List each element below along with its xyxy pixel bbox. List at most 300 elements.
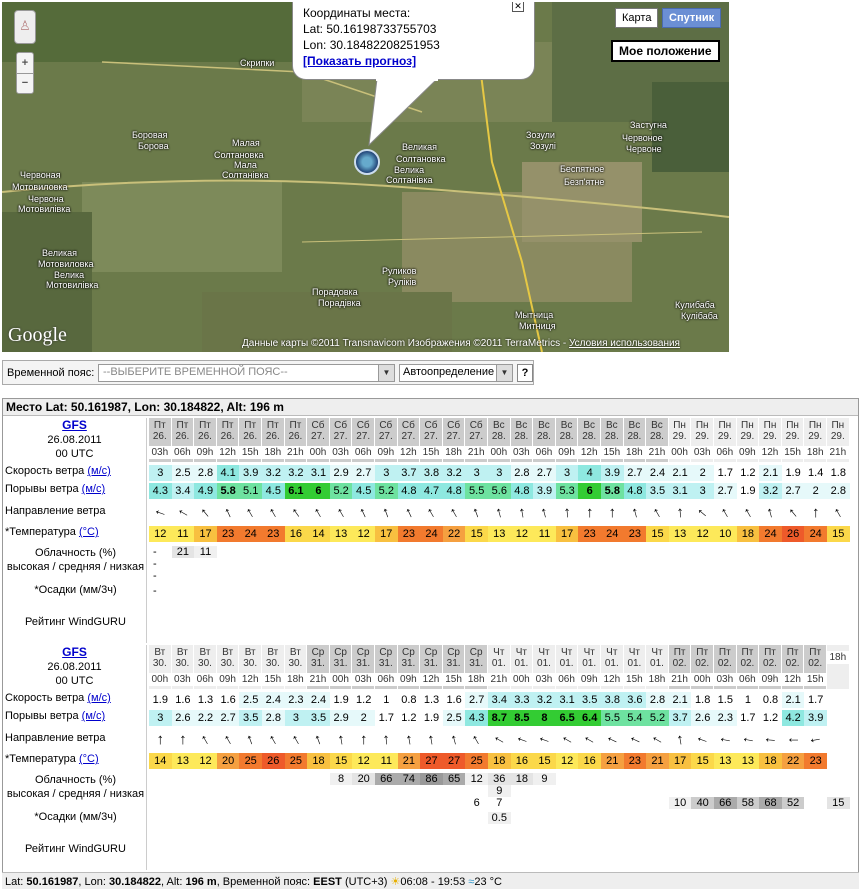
- wind-arrow-icon: ↑: [220, 503, 235, 522]
- wind-speed-cell: 1.3: [194, 692, 217, 708]
- wind-speed-cell: 3.3: [511, 692, 534, 708]
- day-name: Чт: [651, 647, 663, 658]
- day-num: 29.: [830, 431, 845, 442]
- time-header: [465, 645, 487, 689]
- wind-arrow-icon: ↑: [333, 503, 349, 522]
- wind-gust-cell: 5.2: [330, 483, 353, 499]
- wind-gust-cell: 1.7: [375, 710, 398, 726]
- zoom-in-button[interactable]: +: [21, 57, 29, 69]
- map-place-label: Порадовка: [312, 287, 358, 297]
- cloud-cover-cell: 40: [691, 797, 714, 809]
- wind-arrow-icon: ↑: [649, 503, 665, 522]
- wind-arrow-icon: ↑: [493, 503, 505, 522]
- wind-arrow-icon: ↑: [335, 730, 347, 749]
- day-name: Пт: [673, 647, 686, 658]
- hour: 03h: [511, 446, 533, 459]
- forecast-table: [2, 398, 859, 888]
- wind-gust-cell: 1.7: [737, 710, 760, 726]
- wind-speed-cell: 2.7: [465, 692, 488, 708]
- column-divider: [146, 418, 147, 643]
- map-place-label: Великая: [402, 142, 438, 152]
- unit-link[interactable]: (°C): [78, 753, 99, 765]
- map-place-label: Малая: [232, 138, 260, 148]
- wind-arrow-icon: ↑: [179, 731, 187, 748]
- wind-gust-cell: 3: [149, 710, 172, 726]
- temperature-cell: 13: [714, 753, 737, 769]
- wind-gust-cell: 3.7: [669, 710, 692, 726]
- day-num: 31.: [401, 658, 416, 669]
- temperature-cell: 12: [511, 526, 534, 542]
- zoom-out-button[interactable]: −: [17, 73, 33, 93]
- wind-gust-cell: 2.7: [714, 483, 737, 499]
- cloud-cover-cell: 15: [827, 797, 850, 809]
- time-header: [759, 645, 781, 689]
- wind-arrow-icon: ↑: [674, 730, 686, 749]
- model-date: 26.08.2011: [47, 661, 102, 673]
- precip-cell: 0.5: [488, 812, 511, 824]
- time-header: [420, 645, 442, 689]
- day-name: Вс: [651, 420, 663, 431]
- hour: 15h: [624, 673, 646, 686]
- wind-arrow-icon: ↑: [534, 733, 554, 747]
- map-place-label: Великая: [42, 248, 78, 258]
- day-num: 26.: [220, 431, 235, 442]
- wind-speed-cell: 1.7: [714, 465, 737, 481]
- cloud-cover-cell: -: [153, 570, 157, 582]
- day-num: 27.: [311, 431, 325, 442]
- wind-speed-cell: 2.7: [624, 465, 647, 481]
- day-name: Ср: [311, 647, 325, 658]
- temperature-cell: 11: [533, 526, 556, 542]
- unit-link[interactable]: (м/с): [87, 692, 111, 704]
- wind-arrow-icon: ↑: [608, 504, 617, 521]
- hour: 03h: [691, 446, 713, 459]
- hour: 03h: [172, 673, 194, 686]
- map-place-label: Червоное: [622, 133, 663, 143]
- close-icon[interactable]: ✕: [512, 2, 524, 12]
- day-name: Пн: [831, 420, 845, 431]
- wind-speed-cell: 3.8: [420, 465, 443, 481]
- wind-speed-cell: 2.8: [646, 692, 669, 708]
- day-num: 26.: [152, 431, 167, 442]
- wind-gust-cell: 4.7: [420, 483, 443, 499]
- temperature-cell: 21: [646, 753, 669, 769]
- day-num: 29.: [808, 431, 823, 442]
- unit-link[interactable]: (°C): [78, 526, 99, 538]
- day-name: Чт: [560, 647, 573, 658]
- wind-gust-cell: 2.5: [443, 710, 466, 726]
- cloud-cover-cell: 74: [398, 773, 421, 785]
- row-label-speed: Скорость ветра (м/с): [5, 692, 111, 704]
- time-header: [533, 418, 555, 462]
- temperature-cell: 11: [172, 526, 195, 542]
- day-num: 30.: [288, 658, 303, 669]
- day-name: Чт: [515, 647, 528, 658]
- day-num: 01.: [559, 658, 574, 669]
- day-num: 30.: [243, 658, 258, 669]
- wind-gust-cell: 5.2: [375, 483, 398, 499]
- time-header: [262, 645, 284, 689]
- day-name: Вт: [244, 647, 256, 658]
- day-name: Ср: [469, 647, 483, 658]
- day-name: Сб: [334, 420, 348, 431]
- wind-gust-cell: 4.8: [443, 483, 466, 499]
- temperature-cell: 24: [759, 526, 782, 542]
- wind-gust-cell: 2.7: [782, 483, 805, 499]
- timezone-select[interactable]: --ВЫБЕРИТЕ ВРЕМЕННОЙ ПОЯС-- ▼: [98, 364, 395, 382]
- wind-speed-cell: 1.2: [737, 465, 760, 481]
- wind-arrow-icon: ↑: [401, 503, 416, 522]
- popup-lat: Lat: 50.16198733755703: [303, 22, 437, 36]
- day-name: Вс: [583, 420, 596, 431]
- wind-speed-cell: 2: [691, 465, 714, 481]
- time-header: [511, 418, 533, 462]
- day-num: 30.: [152, 658, 167, 669]
- day-name: Пт: [764, 647, 776, 658]
- wind-speed-cell: 2.1: [759, 465, 782, 481]
- auto-detect-select[interactable]: Автоопределение ▼: [399, 364, 513, 382]
- wind-arrow-icon: ↑: [811, 504, 820, 521]
- cloud-cover-cell: 86: [420, 773, 443, 785]
- hour: 12h: [759, 446, 781, 459]
- hour: 03h: [330, 446, 352, 459]
- unit-link[interactable]: (м/с): [81, 710, 106, 722]
- wind-arrow-icon: ↑: [784, 736, 802, 744]
- time-header: [601, 418, 623, 462]
- temperature-cell: 16: [511, 753, 534, 769]
- wind-arrow-icon: ↑: [156, 731, 165, 748]
- day-num: 28.: [604, 431, 619, 442]
- hour: 03h: [714, 673, 736, 686]
- wind-arrow-icon: ↑: [538, 503, 551, 522]
- wind-speed-cell: 2.1: [669, 465, 692, 481]
- wind-speed-cell: 2.5: [239, 692, 262, 708]
- wind-gust-cell: 5.2: [646, 710, 669, 726]
- wind-speed-cell: 1.7: [804, 692, 827, 708]
- hour: 21h: [827, 446, 849, 459]
- time-header: [330, 645, 352, 689]
- temperature-cell: 23: [398, 526, 421, 542]
- cloud-cover-cell: 58: [737, 797, 760, 809]
- time-header: [533, 645, 555, 689]
- day-num: 27.: [333, 431, 348, 442]
- time-header: [375, 418, 397, 462]
- map-place-label: Мала: [234, 160, 257, 170]
- day-num: 29.: [695, 431, 710, 442]
- wind-speed-cell: 1.9: [782, 465, 805, 481]
- day-num: 31.: [424, 658, 438, 669]
- temperature-cell: 13: [330, 526, 353, 542]
- temperature-cell: 17: [556, 526, 579, 542]
- temperature-cell: 26: [262, 753, 285, 769]
- wind-gust-cell: 3.5: [239, 710, 262, 726]
- map-place-label: Порадівка: [318, 298, 361, 308]
- day-name: Вт: [176, 647, 188, 658]
- model-date: 26.08.2011: [47, 434, 102, 446]
- temperature-cell: 15: [691, 753, 714, 769]
- temperature-cell: 24: [239, 526, 262, 542]
- day-num: 27.: [424, 431, 438, 442]
- day-num: 30.: [198, 658, 212, 669]
- wind-gust-cell: 5.4: [624, 710, 647, 726]
- wind-speed-cell: 1: [737, 692, 760, 708]
- wind-arrow-icon: ↑: [628, 503, 641, 522]
- row-label-rating: Рейтинг WindGURU: [25, 843, 126, 855]
- place-header: Место Lat: 50.161987, Lon: 30.184822, Alt: 196 m: [3, 399, 858, 416]
- hour: 06h: [375, 673, 397, 686]
- map-place-label: Зозулі: [530, 141, 556, 151]
- day-num: 02.: [785, 658, 800, 669]
- popup-pointer: [367, 79, 447, 149]
- hour: 15h: [601, 446, 623, 459]
- day-num: 02.: [717, 658, 732, 669]
- hour: 00h: [691, 673, 713, 686]
- temperature-cell: 20: [217, 753, 240, 769]
- water-icon: ≈: [468, 876, 475, 888]
- hour: 06h: [194, 673, 216, 686]
- hour: 09h: [375, 446, 397, 459]
- wind-gust-cell: 3.9: [804, 710, 827, 726]
- temperature-cell: 13: [488, 526, 511, 542]
- wind-gust-cell: 4.8: [624, 483, 647, 499]
- wind-arrow-icon: ↑: [379, 503, 393, 522]
- day-name: Чт: [606, 647, 618, 658]
- map-place-label: Мотовилівка: [46, 280, 99, 290]
- map-place-label: Застугна: [630, 120, 667, 130]
- map-place-label: Борова: [138, 141, 169, 151]
- day-name: Сб: [447, 420, 461, 431]
- wind-gust-cell: 8.7: [488, 710, 511, 726]
- wind-speed-cell: 3.9: [239, 465, 262, 481]
- map-view[interactable]: [2, 2, 729, 352]
- temperature-cell: 23: [624, 526, 647, 542]
- wind-gust-cell: 3.1: [669, 483, 692, 499]
- chevron-down-icon: ▼: [378, 365, 394, 381]
- day-name: Чт: [583, 647, 595, 658]
- temperature-cell: 15: [646, 526, 669, 542]
- cloud-cover-cell: 52: [782, 797, 805, 809]
- map-type-button[interactable]: Карта: [615, 8, 658, 28]
- time-header: [601, 645, 623, 689]
- help-button[interactable]: ?: [517, 364, 533, 382]
- terms-link[interactable]: Условия использования: [568, 338, 680, 349]
- satellite-type-button[interactable]: Спутник: [662, 8, 721, 28]
- wind-arrow-icon: ↑: [403, 730, 414, 749]
- temperature-cell: 21: [601, 753, 624, 769]
- day-name: Чт: [493, 647, 505, 658]
- wind-speed-cell: 3.2: [533, 692, 556, 708]
- wind-gust-cell: 6.4: [578, 710, 601, 726]
- map-place-label: Скрипки: [240, 58, 275, 68]
- temperature-cell: 25: [465, 753, 488, 769]
- day-name: Пн: [808, 420, 822, 431]
- cloud-cover-cell: 11: [194, 546, 217, 558]
- day-name: Пн: [695, 420, 709, 431]
- wind-gust-cell: 3: [691, 483, 714, 499]
- time-header: [465, 418, 487, 462]
- pegman-icon[interactable]: ♙: [14, 10, 36, 44]
- map-place-label: Кулибаба: [675, 300, 715, 310]
- wind-speed-cell: 1.9: [330, 692, 353, 708]
- day-name: Сб: [469, 420, 483, 431]
- temperature-cell: 15: [533, 753, 556, 769]
- hour: 21h: [669, 673, 691, 686]
- day-name: Вт: [154, 647, 166, 658]
- hour: 18h: [443, 446, 465, 459]
- hour: 12h: [420, 673, 442, 686]
- wind-gust-cell: 3.2: [759, 483, 782, 499]
- map-marker-icon[interactable]: [354, 149, 380, 175]
- hour: 18h: [262, 446, 284, 459]
- wind-speed-cell: 3.6: [624, 692, 647, 708]
- wind-speed-cell: 0.8: [398, 692, 421, 708]
- hour: 18h: [827, 651, 849, 664]
- wind-arrow-icon: ↑: [761, 735, 779, 745]
- day-name: Вс: [515, 420, 528, 431]
- hour: 21h: [285, 446, 307, 459]
- model-link[interactable]: GFS: [62, 645, 87, 659]
- map-place-label: Червоная: [20, 170, 61, 180]
- wind-gust-cell: 2: [804, 483, 827, 499]
- hour: 12h: [239, 673, 261, 686]
- wind-gust-cell: 3: [285, 710, 308, 726]
- time-header: [737, 418, 759, 462]
- time-header: [669, 418, 691, 462]
- day-name: Вт: [289, 647, 301, 658]
- time-header: [307, 418, 329, 462]
- model-info: [3, 418, 146, 462]
- day-num: 26.: [288, 431, 303, 442]
- timezone-label: Временной пояс:: [7, 367, 95, 379]
- wind-arrow-icon: ↑: [311, 730, 325, 749]
- temperature-cell: 21: [398, 753, 421, 769]
- time-header: [782, 645, 804, 689]
- time-header: [578, 418, 600, 462]
- unit-link[interactable]: (м/с): [81, 483, 106, 495]
- wind-speed-cell: 2.8: [511, 465, 534, 481]
- wind-gust-cell: 8: [533, 710, 556, 726]
- hour: 03h: [352, 673, 374, 686]
- time-header: [511, 645, 533, 689]
- time-header: [172, 418, 194, 462]
- wind-gust-cell: 4.8: [511, 483, 534, 499]
- day-num: 26.: [198, 431, 212, 442]
- day-name: Сб: [424, 420, 438, 431]
- unit-link[interactable]: (м/с): [87, 465, 111, 477]
- time-header: [217, 418, 239, 462]
- hour: 00h: [511, 673, 533, 686]
- day-num: 01.: [537, 658, 551, 669]
- hour: 21h: [307, 673, 329, 686]
- wind-arrow-icon: ↑: [830, 503, 846, 522]
- hour: 18h: [804, 446, 826, 459]
- wind-arrow-icon: ↑: [197, 730, 213, 749]
- day-num: 27.: [401, 431, 416, 442]
- temperature-cell: 22: [443, 526, 466, 542]
- cloud-cover-cell: 12: [465, 773, 488, 785]
- wind-speed-cell: 1.6: [443, 692, 466, 708]
- wind-speed-cell: 1.8: [827, 465, 850, 481]
- temperature-cell: 18: [488, 753, 511, 769]
- wind-arrow-icon: ↑: [675, 503, 685, 522]
- row-label-dir: Направление ветра: [5, 732, 106, 744]
- hour: 06h: [556, 673, 578, 686]
- column-divider: [146, 645, 147, 870]
- show-forecast-link[interactable]: [Показать прогноз]: [303, 54, 417, 68]
- temperature-cell: 24: [420, 526, 443, 542]
- wind-arrow-icon: ↑: [647, 732, 667, 748]
- map-place-label: Мотовиловка: [12, 182, 68, 192]
- temperature-cell: 17: [375, 526, 398, 542]
- day-num: 26.: [243, 431, 258, 442]
- wind-speed-cell: 3: [149, 465, 172, 481]
- wind-speed-cell: 2.7: [533, 465, 556, 481]
- day-name: Вс: [560, 420, 573, 431]
- temperature-cell: 24: [601, 526, 624, 542]
- day-name: Сб: [311, 420, 325, 431]
- model-link[interactable]: GFS: [62, 418, 87, 432]
- map-place-label: Беспятное: [560, 164, 605, 174]
- hour: 18h: [465, 673, 487, 686]
- row-label-precip: *Осадки (мм/3ч): [34, 811, 117, 823]
- day-name: Пт: [199, 420, 211, 431]
- wind-gust-cell: 2.8: [262, 710, 285, 726]
- day-name: Пт: [221, 420, 234, 431]
- time-header: [714, 645, 736, 689]
- wind-speed-cell: 3: [375, 465, 398, 481]
- wind-arrow-icon: ↑: [692, 733, 712, 747]
- time-header: [804, 418, 826, 462]
- wind-speed-cell: 2.4: [262, 692, 285, 708]
- wind-gust-cell: 2: [352, 710, 375, 726]
- wind-arrow-icon: ↑: [288, 730, 304, 749]
- wind-arrow-icon: ↑: [310, 503, 326, 522]
- temperature-cell: 15: [827, 526, 850, 542]
- time-header: [646, 645, 668, 689]
- cloud-cover-cell: -: [153, 546, 157, 558]
- day-num: 27.: [378, 431, 393, 442]
- hour: 12h: [398, 446, 420, 459]
- temperature-cell: 23: [804, 753, 827, 769]
- time-header: [352, 418, 374, 462]
- wind-speed-cell: 3.5: [578, 692, 601, 708]
- wind-arrow-icon: ↑: [562, 503, 572, 522]
- wind-gust-cell: 8.5: [511, 710, 534, 726]
- temperature-cell: 16: [578, 753, 601, 769]
- hour: 21h: [465, 446, 487, 459]
- map-place-label: Боровая: [132, 130, 168, 140]
- wind-speed-cell: 3.1: [556, 692, 579, 708]
- wind-speed-cell: 0.8: [759, 692, 782, 708]
- day-num: 31.: [311, 658, 325, 669]
- day-name: Вс: [538, 420, 550, 431]
- row-label-gust: Порывы ветра (м/с): [5, 483, 106, 495]
- time-header: [691, 418, 713, 462]
- hour: 06h: [352, 446, 374, 459]
- map-place-label: Солтановка: [396, 154, 446, 164]
- day-num: 30.: [175, 658, 190, 669]
- cloud-cover-cell: 18: [511, 773, 534, 785]
- wind-speed-cell: 1.6: [217, 692, 240, 708]
- wind-speed-cell: 2.8: [194, 465, 217, 481]
- wind-arrow-icon: ↑: [740, 503, 756, 522]
- my-position-button[interactable]: Мое положение: [611, 40, 720, 62]
- wind-speed-cell: 1.4: [804, 465, 827, 481]
- model-info: [3, 645, 146, 689]
- cloud-cover-cell: -: [153, 558, 157, 570]
- map-copyright: Данные карты ©2011 Transnavicom Изображения ©2011 TerraMetrics - Условия использования: [242, 338, 680, 349]
- day-name: Пт: [786, 647, 799, 658]
